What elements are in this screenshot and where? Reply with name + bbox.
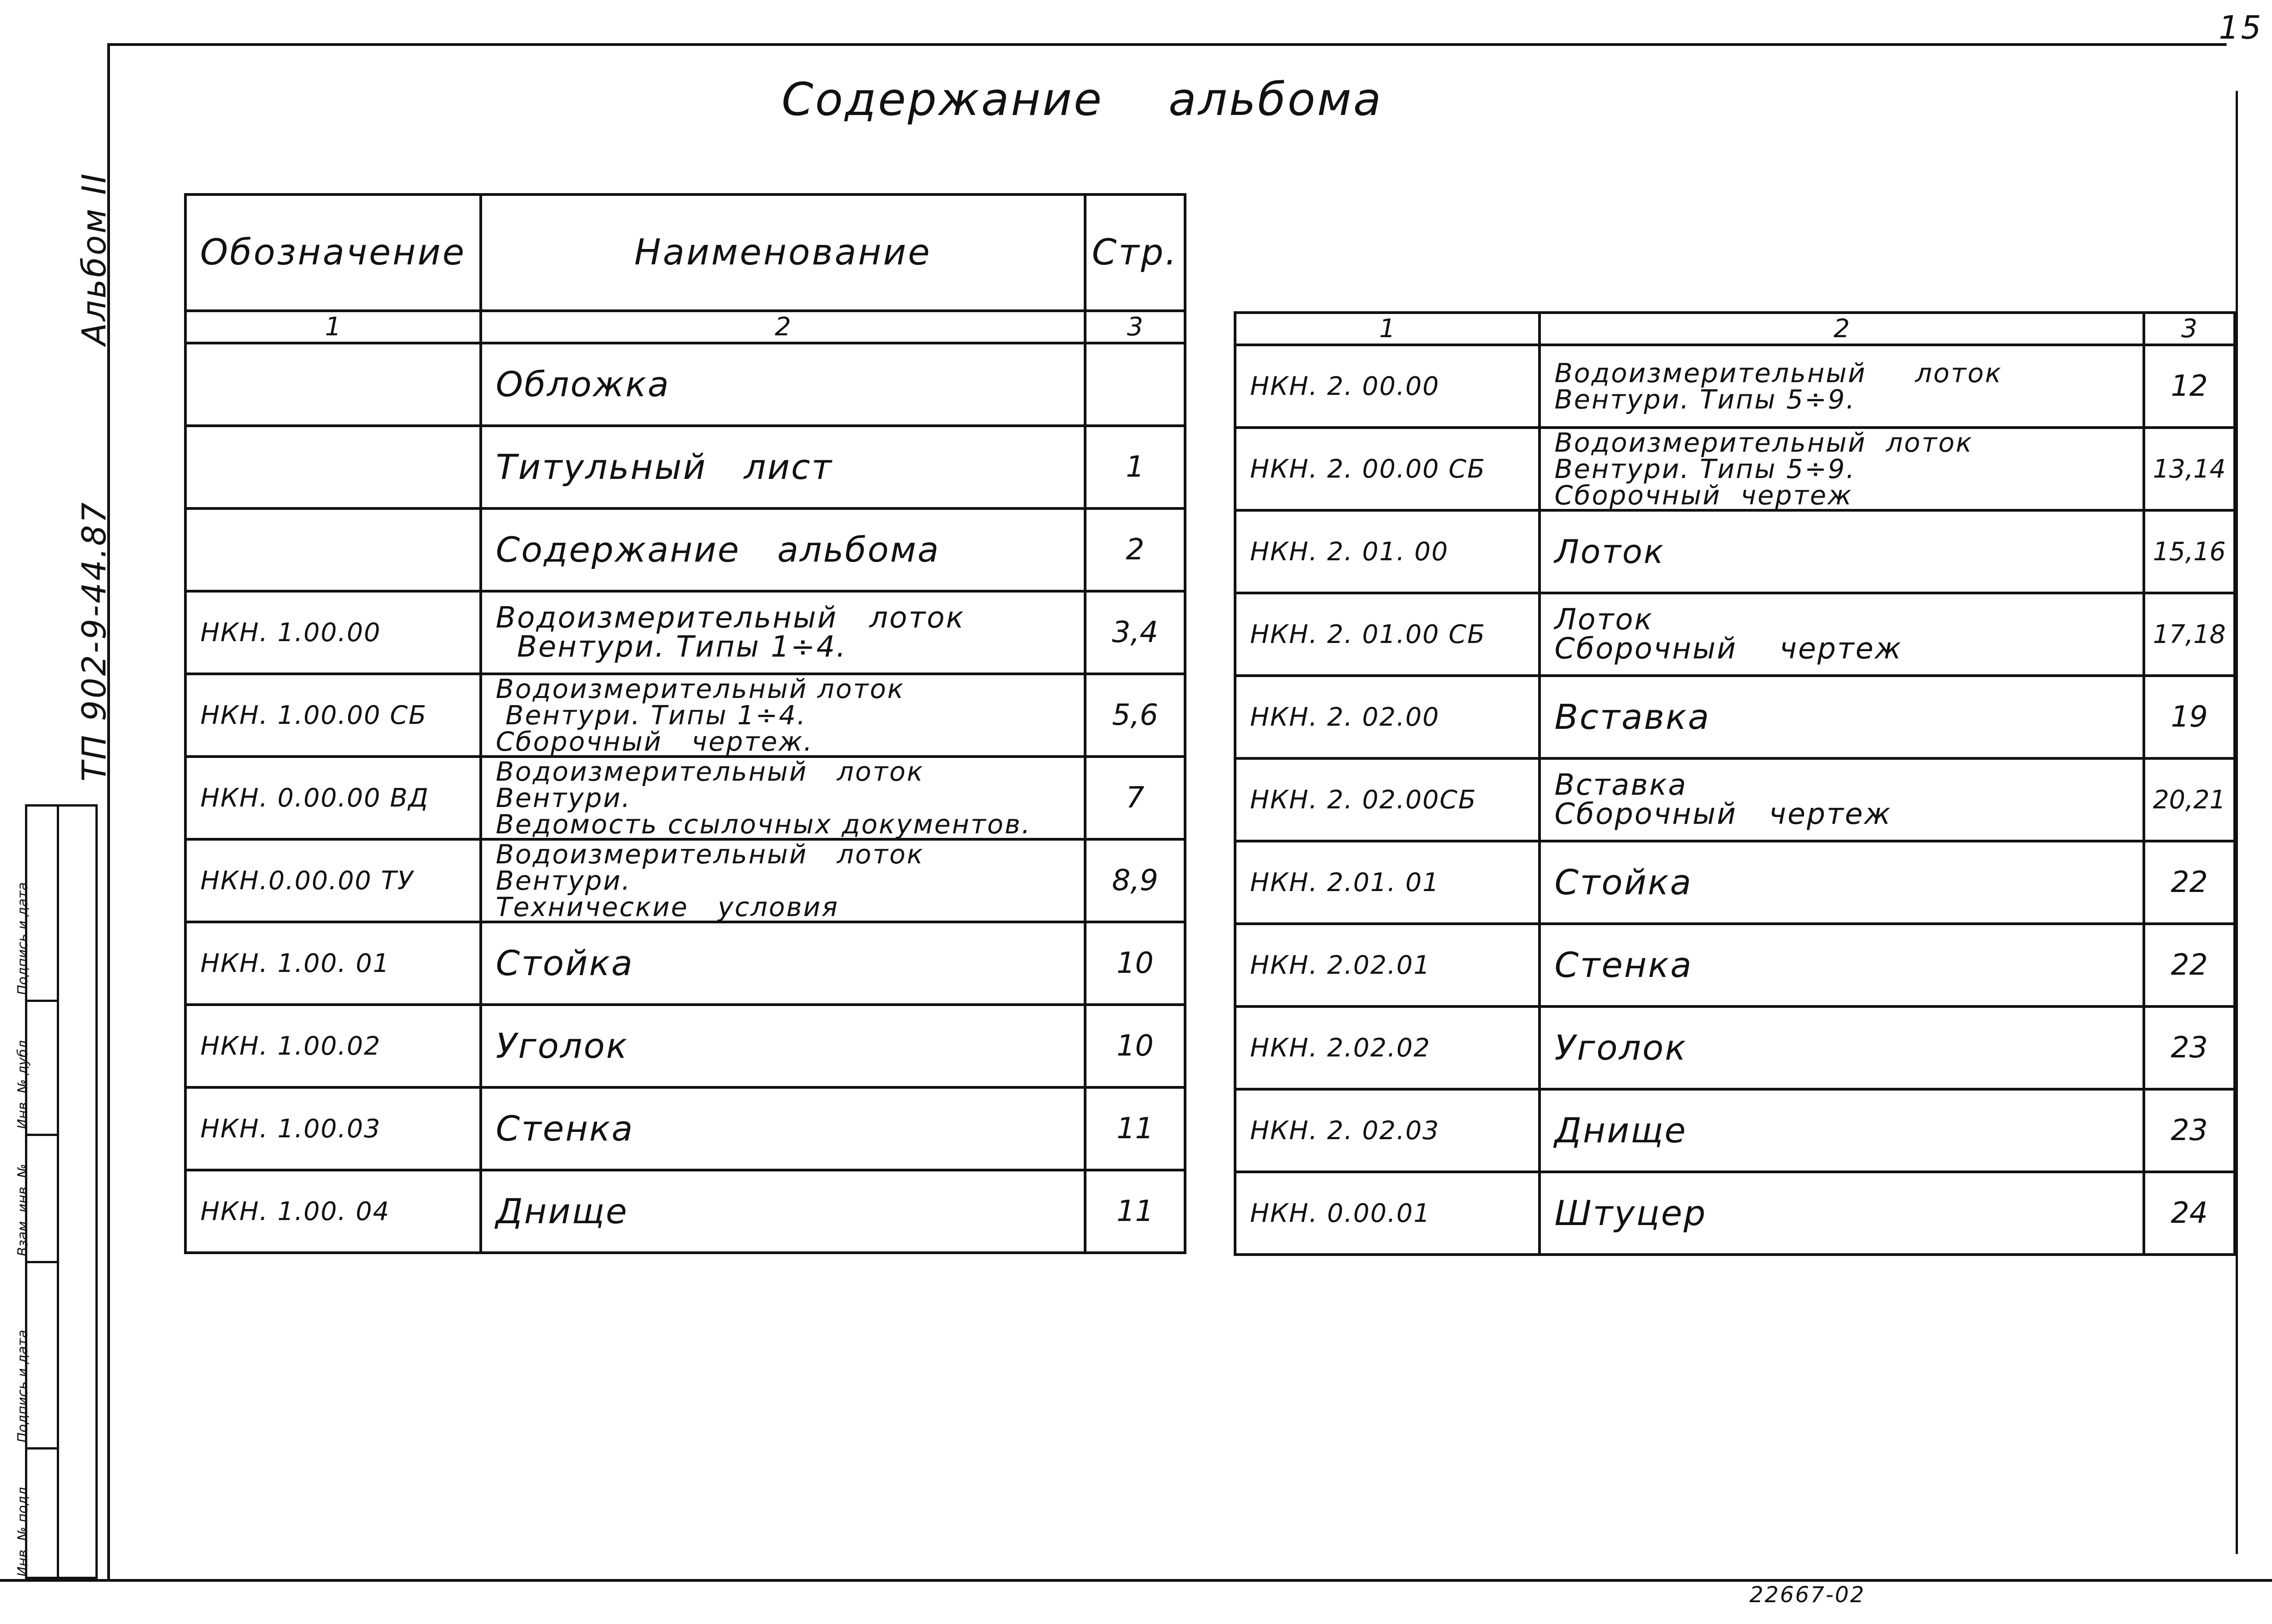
stamp-label-column [15,807,59,1577]
row-name: Лоток Сборочный чертеж [1540,593,2144,676]
header-name: Наименование [481,194,1085,311]
header-designation: Обозначение [185,194,481,311]
table-row [185,674,1185,757]
frame-bottom-border [0,1579,2272,1582]
row-name: Стенка [1540,924,2144,1006]
row-name: Содержание альбома [481,508,1085,591]
row-code: НКН. 2. 00.00 [1235,345,1540,428]
row-name: Водоизмерительный лоток Вентури. Типы 5÷9. Сборочный чертеж [1540,428,2144,510]
row-name: Днище [1540,1089,2144,1172]
stamp-cell: Инв. № дубл. [27,1002,59,1136]
row-code [185,343,481,426]
table-row [185,1170,1185,1253]
row-code [185,508,481,591]
table-row [185,591,1185,674]
document-designation: ТП 902-9-44.87 [75,500,113,782]
row-code: НКН. 1.00. 04 [185,1170,481,1253]
album-label: Альбом II [75,172,113,345]
column-number: 2 [481,311,1085,343]
row-page: 22 [2144,924,2235,1006]
stamp-cell: Инв. № подл. [15,1483,31,1577]
row-code: НКН. 1.00.02 [185,1005,481,1087]
row-code: НКН. 1.00. 01 [185,922,481,1005]
column-number: 1 [185,311,481,343]
header-page: Стр. [1085,194,1185,311]
table-row [1235,758,2235,841]
row-page: 20,21 [2144,758,2235,841]
column-number: 1 [1235,313,1540,345]
row-code: НКН. 2. 02.03 [1235,1089,1540,1172]
row-page: 23 [2144,1089,2235,1172]
table-row [185,922,1185,1005]
row-page: 11 [1085,1170,1185,1253]
row-code: НКН. 0.00.01 [1235,1172,1540,1255]
page-number: 15 [2218,9,2263,46]
stamp-cell: Подпись и дата [27,1263,59,1450]
table-row [1235,1172,2235,1255]
row-code: НКН. 2. 01.00 СБ [1235,593,1540,676]
row-page: 1 [1085,426,1185,508]
stamp-cell: Подпись и дата [27,807,59,1002]
side-stamp [15,804,98,1579]
row-page: 10 [1085,1005,1185,1087]
row-name: Уголок [481,1005,1085,1087]
row-page: 22 [2144,841,2235,924]
page-title: Содержание альбома [782,73,1383,126]
row-code: НКН. 1.00.00 [185,591,481,674]
table-row [1235,1006,2235,1089]
table-row [1235,841,2235,924]
column-number-row [185,311,1185,343]
column-number: 2 [1540,313,2144,345]
drawing-code: 22667-02 [1749,1582,1866,1608]
table-row [1235,1089,2235,1172]
row-name: Стойка [1540,841,2144,924]
table-row [185,757,1185,839]
row-name: Вставка Сборочный чертеж [1540,758,2144,841]
row-code: НКН. 1.00.03 [185,1087,481,1170]
row-page [1085,343,1185,426]
row-code [185,426,481,508]
row-page: 2 [1085,508,1185,591]
table-row [185,1005,1185,1087]
row-name: Водоизмерительный лоток Вентури. Типы 1÷4. [481,591,1085,674]
table-row [1235,345,2235,428]
row-page: 15,16 [2144,510,2235,593]
table-row [185,508,1185,591]
row-page: 11 [1085,1087,1185,1170]
row-name: Лоток [1540,510,2144,593]
row-name: Титульный лист [481,426,1085,508]
row-code: НКН. 2. 02.00СБ [1235,758,1540,841]
row-code: НКН.0.00.00 ТУ [185,839,481,922]
table-row [185,426,1185,508]
row-name: Водоизмерительный лоток Вентури. Ведомость ссылочных документов. [481,757,1085,839]
row-code: НКН. 2.01. 01 [1235,841,1540,924]
row-code: НКН. 2.02.01 [1235,924,1540,1006]
frame-top-border [109,43,2227,46]
row-name: Водоизмерительный лоток Вентури. Типы 1÷4. Сборочный чертеж. [481,674,1085,757]
row-page: 23 [2144,1006,2235,1089]
table-row [1235,510,2235,593]
table-row [185,839,1185,922]
row-page: 10 [1085,922,1185,1005]
table-row [1235,593,2235,676]
stamp-cell: Взам. инв. № [27,1136,59,1263]
row-page: 13,14 [2144,428,2235,510]
row-page: 5,6 [1085,674,1185,757]
table-row [185,343,1185,426]
row-code: НКН. 2. 01. 00 [1235,510,1540,593]
contents-table-right [1234,311,2236,1256]
row-name: Штуцер [1540,1172,2144,1255]
column-number: 3 [2144,313,2235,345]
row-name: Водоизмерительный лоток Вентури. Типы 5÷9. [1540,345,2144,428]
row-page: 3,4 [1085,591,1185,674]
row-code: НКН. 2.02.02 [1235,1006,1540,1089]
row-page: 12 [2144,345,2235,428]
table-row [1235,676,2235,758]
table-row [185,1087,1185,1170]
row-name: Вставка [1540,676,2144,758]
row-name: Днище [481,1170,1085,1253]
contents-table-left [184,193,1186,1254]
row-page: 24 [2144,1172,2235,1255]
row-code: НКН. 2. 02.00 [1235,676,1540,758]
table-row [1235,428,2235,510]
row-name: Уголок [1540,1006,2144,1089]
row-name: Стойка [481,922,1085,1005]
row-page: 19 [2144,676,2235,758]
row-page: 17,18 [2144,593,2235,676]
row-page: 7 [1085,757,1185,839]
row-name: Обложка [481,343,1085,426]
row-page: 8,9 [1085,839,1185,922]
row-code: НКН. 2. 00.00 СБ [1235,428,1540,510]
table-row [1235,924,2235,1006]
column-number-row [1235,313,2235,345]
row-code: НКН. 1.00.00 СБ [185,674,481,757]
row-name: Стенка [481,1087,1085,1170]
column-number: 3 [1085,311,1185,343]
row-code: НКН. 0.00.00 ВД [185,757,481,839]
row-name: Водоизмерительный лоток Вентури. Технические условия [481,839,1085,922]
table-header-row [185,194,1185,311]
